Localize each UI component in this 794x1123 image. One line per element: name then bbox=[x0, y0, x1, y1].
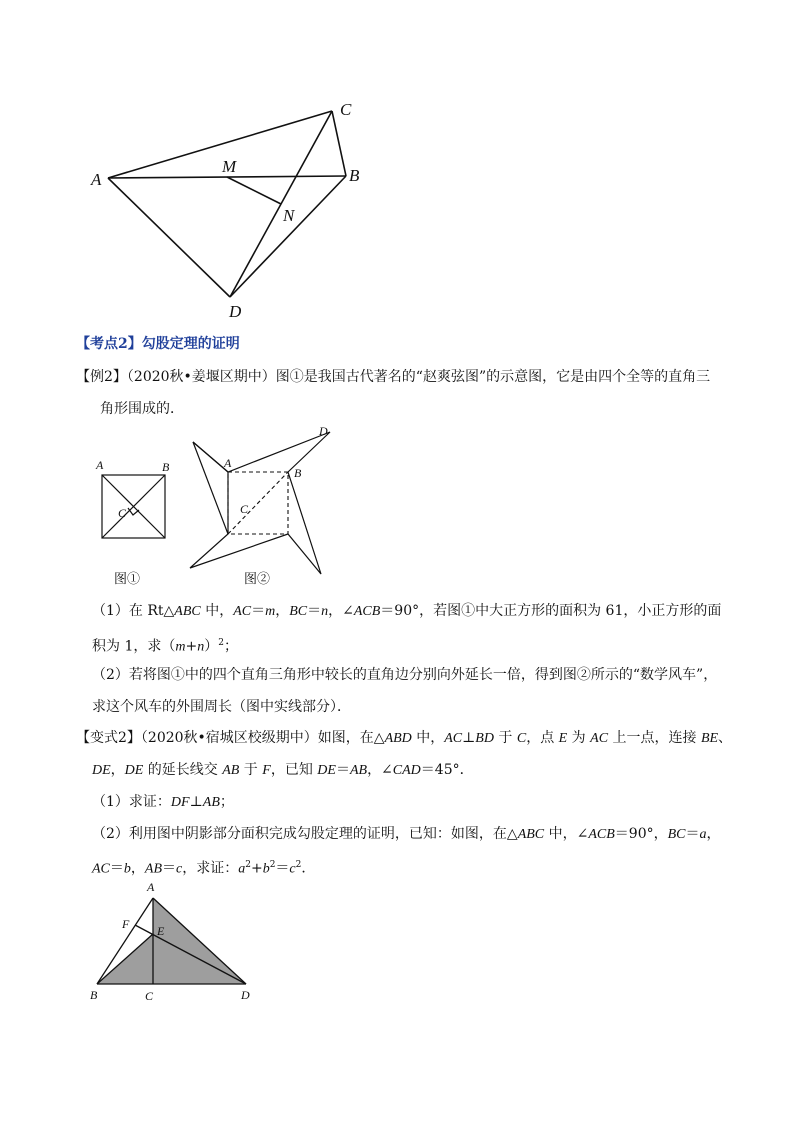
figure-windmill bbox=[0, 420, 380, 590]
example2-q1-line1: （1）在 Rt△ABC 中，AC＝m，BC＝n，∠ACB＝90°，若图①中大正方形的面积为 61，小正方形的面 bbox=[92, 603, 722, 619]
example2-q2-line2: 求这个风车的外围周长（图中实线部分）． bbox=[92, 699, 351, 715]
point-label-b: B bbox=[349, 166, 360, 185]
point-label-d: D bbox=[229, 302, 242, 321]
quadrilateral-diagram bbox=[0, 0, 794, 330]
variant2-q2-line2: AC＝b，AB＝c，求证：$a^2+b^2=c^2$． bbox=[92, 860, 316, 877]
figure-quadrilateral bbox=[0, 0, 794, 330]
example2-line1: 【例2】（2020秋•姜堰区期中）图①是我国古代著名的“赵爽弦图”的示意图，它是由四个全等的直角三 bbox=[76, 369, 711, 385]
var-fig-label-d: D bbox=[241, 988, 250, 1002]
fig2-caption: 图② bbox=[244, 572, 271, 587]
var-fig-label-a: A bbox=[147, 880, 155, 894]
fig2-label-b: B bbox=[294, 466, 302, 480]
point-label-m: M bbox=[222, 157, 237, 176]
var-fig-label-c: C bbox=[145, 989, 154, 1003]
fig1-label-b: B bbox=[162, 460, 170, 474]
point-label-c: C bbox=[340, 100, 352, 119]
section-title: 【考点2】勾股定理的证明 bbox=[76, 336, 240, 352]
var-fig-label-f: F bbox=[122, 917, 130, 931]
example2-q1-line2: 积为 1，求$(m+n)^2$； bbox=[92, 638, 238, 655]
variant2-line2: DE，DE 的延长线交 AB 于 F，已知 DE＝AB，∠CAD＝45°． bbox=[92, 762, 474, 778]
fig1-label-a: A bbox=[96, 458, 104, 472]
point-label-a: A bbox=[91, 170, 102, 189]
fig2-label-c: C bbox=[240, 502, 249, 516]
variant2-line1: 【变式2】（2020秋•宿城区校级期中）如图，在△ABD 中，AC⊥BD 于 C，点 E 为 AC 上一点，连接 BE、 bbox=[76, 730, 733, 746]
variant2-q2-line1: （2）利用图中阴影部分面积完成勾股定理的证明，已知：如图，在△ABC 中，∠ACB＝90°，BC＝a， bbox=[92, 826, 721, 842]
point-label-n: N bbox=[283, 206, 295, 225]
var-fig-label-e: E bbox=[157, 924, 165, 938]
fig2-label-a: A bbox=[224, 456, 232, 470]
var-fig-label-b: B bbox=[90, 988, 98, 1002]
fig1-label-c: C bbox=[118, 506, 127, 520]
variant2-q1: （1）求证：DF⊥AB； bbox=[92, 794, 234, 810]
fig1-caption: 图① bbox=[114, 572, 141, 587]
windmill-diagram bbox=[0, 420, 380, 590]
figure-shaded-triangle bbox=[0, 870, 300, 1010]
example2-q2-line1: （2）若将图①中的四个直角三角形中较长的直角边分别向外延长一倍，得到图②所示的“数学风车”， bbox=[92, 667, 718, 683]
fig2-label-d: D bbox=[319, 424, 328, 438]
example2-line2: 角形围成的． bbox=[100, 401, 184, 417]
